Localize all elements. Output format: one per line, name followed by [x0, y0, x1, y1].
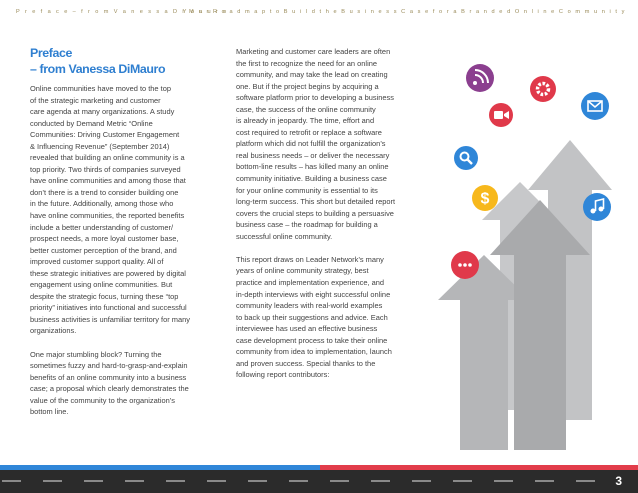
- road-dash: [2, 480, 21, 482]
- text-line: following report contributors:: [236, 370, 330, 380]
- road-dash: [289, 480, 308, 482]
- text-line: improved customer support quality. All of: [30, 257, 164, 267]
- music-icon: [583, 193, 611, 221]
- dollar-glyph: $: [480, 190, 490, 208]
- text-line: software platform prior to developing a business: [236, 93, 394, 103]
- text-line: covers the crucial steps to building a persuasive: [236, 208, 394, 218]
- title-line-1: Preface: [30, 46, 72, 60]
- text-line: top priority. Two thirds of companies surveyed: [30, 164, 181, 174]
- text-line: bottom-line results – has killed many an online: [236, 162, 389, 172]
- road-dash: [84, 480, 103, 482]
- road-dash: [330, 480, 349, 482]
- text-line: case, the success of the online community: [236, 104, 376, 114]
- text-line: despite the strategic focus, turning these “top: [30, 291, 179, 301]
- text-line: benefits of an online community into a business: [30, 372, 187, 382]
- text-line: to back up their suggestions and advice. Each: [236, 312, 388, 322]
- middle-column: [236, 46, 417, 381]
- text-line: organizations.: [30, 326, 77, 336]
- text-line: interviewee has used an effective business: [236, 324, 378, 334]
- text-line: have online communities, the reported benefits: [30, 211, 185, 221]
- text-line: and proven success. Special thanks to the: [236, 358, 376, 368]
- road-dash: [371, 480, 390, 482]
- text-line: platform which did not fulfill the organization’s: [236, 139, 386, 149]
- left-paragraph-1: [30, 83, 213, 337]
- road-dash: [576, 480, 595, 482]
- text-line: Marketing and customer care leaders are often: [236, 47, 391, 56]
- text-line: conducted by Demand Metric “Online: [30, 118, 153, 128]
- text-line: successful online community.: [236, 231, 333, 241]
- text-line: revealed that building an online community is a: [30, 153, 185, 163]
- text-line: community, and may take the lead on creating: [236, 70, 388, 80]
- text-line: One major stumbling block? Turning the: [30, 349, 162, 359]
- text-line: don’t there is a trend to consider building one: [30, 187, 179, 197]
- middle-paragraph-2: [236, 254, 417, 381]
- road-dash: [412, 480, 431, 482]
- camera-icon: [489, 103, 513, 127]
- road-dash: [43, 480, 62, 482]
- text-line: long-term success. This short but detailed report: [236, 197, 396, 207]
- gear-icon: [530, 76, 556, 102]
- text-line: prospect needs, a more loyal customer base,: [30, 234, 179, 244]
- roadmap-arrows-illustration: [420, 50, 635, 450]
- text-line: & Influencing Revenue” (September 2014): [30, 141, 170, 151]
- text-line: engagement using online communities. But: [30, 280, 173, 290]
- text-line: better customer perception of the brand, and: [30, 245, 177, 255]
- mail-icon: [581, 92, 609, 120]
- text-line: have online communities and among those that: [30, 176, 186, 186]
- text-line: community from idea to implementation, launch: [236, 347, 392, 357]
- road-dash: [125, 480, 144, 482]
- text-line: real business needs – or deliver the necessary: [236, 150, 390, 160]
- text-line: community initiative. Building a business case: [236, 174, 387, 184]
- text-line: one. But if the project begins by acquiring a: [236, 81, 379, 91]
- text-line: bottom line.: [30, 407, 69, 417]
- left-column: [30, 46, 213, 418]
- left-paragraph-2: [30, 349, 213, 418]
- road-dash: [535, 480, 554, 482]
- text-line: Online communities have moved to the top: [30, 84, 171, 93]
- road-dash: [166, 480, 185, 482]
- text-line: priority” initiatives into functional and successful: [30, 303, 187, 313]
- text-line: practice and implementation experience, and: [236, 277, 385, 287]
- running-header-left: P r e f a c e – f r o m V a n e s s a D i M a u r o: [16, 9, 229, 15]
- text-line: value of the community to the organization’s: [30, 395, 175, 405]
- road-dash: [207, 480, 226, 482]
- text-line: of the strategic marketing and customer: [30, 95, 161, 105]
- text-line: for your online community is essential to its: [236, 185, 378, 195]
- chat-icon: [451, 251, 479, 279]
- text-line: cost required to retrofit or replace a software: [236, 127, 382, 137]
- text-line: years of online community strategy, best: [236, 266, 369, 276]
- text-line: case development process to take their online: [236, 335, 388, 345]
- text-line: sometimes fuzzy and hard-to-grasp-and-explain: [30, 361, 188, 371]
- wifi-icon: [466, 64, 494, 92]
- arrow-shapes: [438, 140, 612, 450]
- road-dash: [453, 480, 472, 482]
- text-line: Communities: Driving Customer Engagement: [30, 130, 180, 140]
- title-line-2: – from Vanessa DiMauro: [30, 61, 166, 76]
- text-line: is already in jeopardy. The time, effort and: [236, 116, 375, 126]
- road-dash: [494, 480, 513, 482]
- preface-title: [30, 46, 213, 77]
- text-line: community leaders with real-world examples: [236, 301, 383, 311]
- dollar-icon: [472, 185, 498, 211]
- text-line: in the future. Additionally, among those who: [30, 199, 174, 209]
- text-line: care agenda at many organizations. A study: [30, 107, 175, 117]
- text-line: business case – the roadmap for building a: [236, 220, 378, 230]
- text-line: these strategic initiatives are powered by digital: [30, 268, 186, 278]
- text-line: in-depth interviews with eight successful online: [236, 289, 391, 299]
- running-header-right: Y o u r R o a d m a p t o B u i l d t h e B u s i n e s s C a s e f o r a B r a n d e d O n l i n e C o m m u n i t y: [182, 9, 626, 15]
- text-line: the first to recognize the need for an online: [236, 58, 377, 68]
- middle-paragraph-1: [236, 46, 417, 242]
- text-line: include a better understanding of customer/: [30, 222, 174, 232]
- text-line: business activities is unfamiliar territory for many: [30, 314, 190, 324]
- search-icon: [454, 146, 478, 170]
- text-line: case; a proposal which clearly demonstrates the: [30, 384, 189, 394]
- text-line: This report draws on Leader Network’s many: [236, 254, 384, 264]
- road-dash: [248, 480, 267, 482]
- page-number: 3: [615, 474, 622, 488]
